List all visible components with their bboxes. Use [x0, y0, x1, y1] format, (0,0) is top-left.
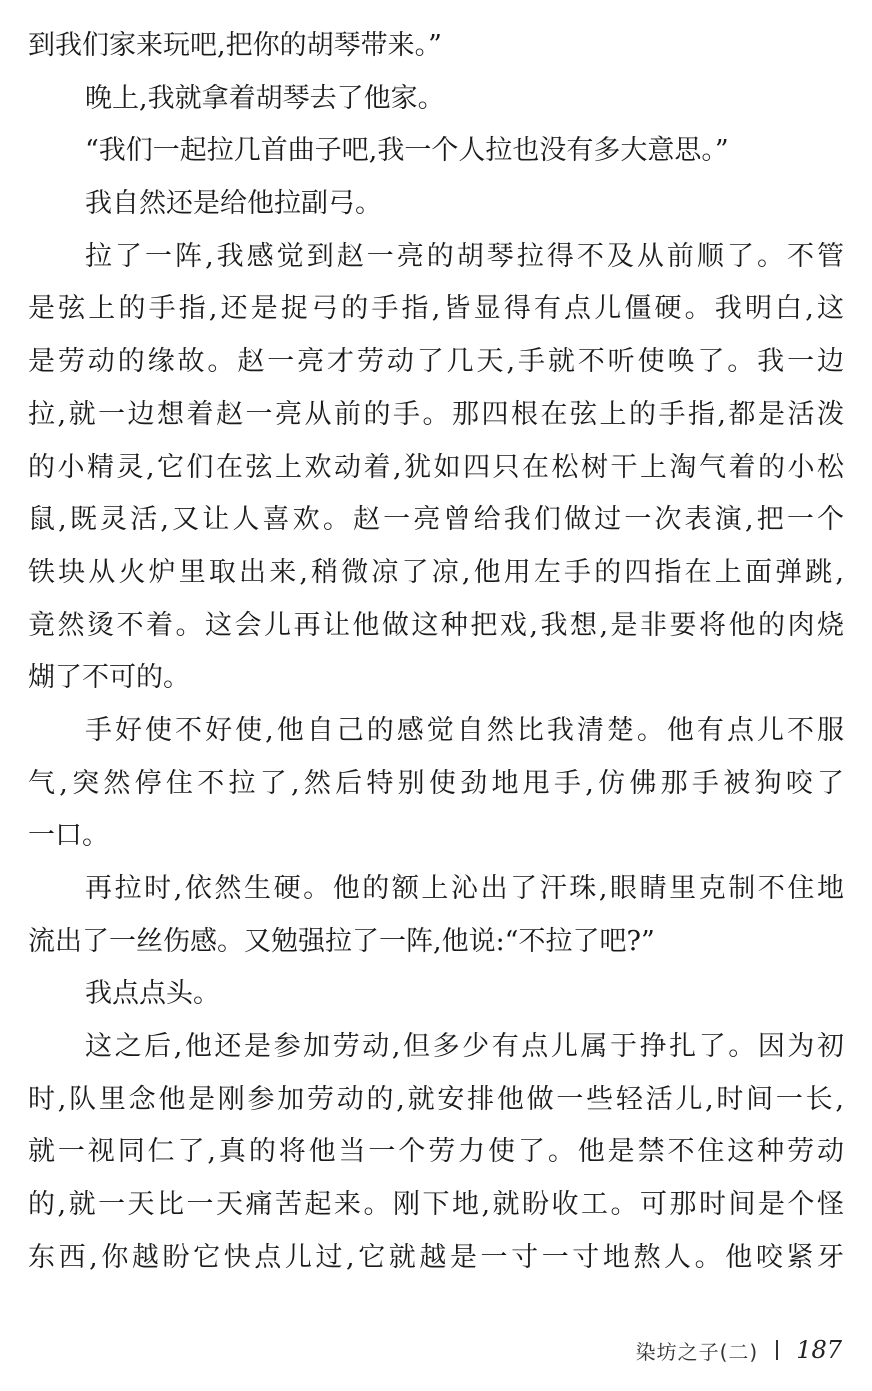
text-line: 鼠,既灵活,又让人喜欢。赵一亮曾给我们做过一次表演,把一个 [28, 504, 844, 536]
text-line: 的,就一天比一天痛苦起来。刚下地,就盼收工。可那时间是个怪 [28, 1189, 844, 1221]
body-text [28, 20, 844, 1285]
page-number: 187 [796, 1336, 842, 1364]
text-line: 拉,就一边想着赵一亮从前的手。那四根在弦上的手指,都是活泼 [28, 398, 844, 430]
text-line: 气,突然停住不拉了,然后特别使劲地甩手,仿佛那手被狗咬了 [28, 767, 844, 799]
text-line: 是弦上的手指,还是捉弓的手指,皆显得有点儿僵硬。我明白,这 [28, 293, 844, 325]
text-line: 是劳动的缘故。赵一亮才劳动了几天,手就不听使唤了。我一边 [28, 346, 844, 378]
text-line: 东西,你越盼它快点儿过,它就越是一寸一寸地熬人。他咬紧牙 [28, 1241, 844, 1273]
text-line: 煳了不可的。 [28, 662, 190, 694]
text-line: 拉了一阵,我感觉到赵一亮的胡琴拉得不及从前顺了。不管 [85, 240, 844, 272]
text-line: 我点点头。 [85, 978, 220, 1010]
text-line: 这之后,他还是参加劳动,但多少有点儿属于挣扎了。因为初 [85, 1031, 844, 1063]
text-line: 铁块从火炉里取出来,稍微凉了凉,他用左手的四指在上面弹跳, [28, 556, 844, 588]
text-line: 就一视同仁了,真的将他当一个劳力使了。他是禁不住这种劳动 [28, 1136, 844, 1168]
text-line: 流出了一丝伤感。又勉强拉了一阵,他说:“不拉了吧?” [28, 925, 655, 957]
text-line: 晚上,我就拿着胡琴去了他家。 [85, 82, 445, 114]
text-line: “我们一起拉几首曲子吧,我一个人拉也没有多大意思。” [85, 135, 729, 167]
text-line: 再拉时,依然生硬。他的额上沁出了汗珠,眼睛里克制不住地 [85, 873, 844, 904]
running-title: 染坊之子(二) [635, 1339, 759, 1364]
footer-divider [776, 1340, 778, 1360]
text-line: 手好使不好使,他自己的感觉自然比我清楚。他有点儿不服 [85, 714, 844, 746]
text-line: 到我们家来玩吧,把你的胡琴带来。” [28, 30, 442, 61]
text-line: 一口。 [28, 820, 109, 852]
text-line: 时,队里念他是刚参加劳动的,就安排他做一些轻活儿,时间一长, [28, 1083, 844, 1115]
page-footer [636, 1332, 842, 1368]
text-line: 竟然烫不着。这会儿再让他做这种把戏,我想,是非要将他的肉烧 [28, 609, 844, 641]
text-line: 的小精灵,它们在弦上欢动着,犹如四只在松树干上淘气着的小松 [28, 451, 844, 483]
text-line: 我自然还是给他拉副弓。 [85, 188, 382, 220]
